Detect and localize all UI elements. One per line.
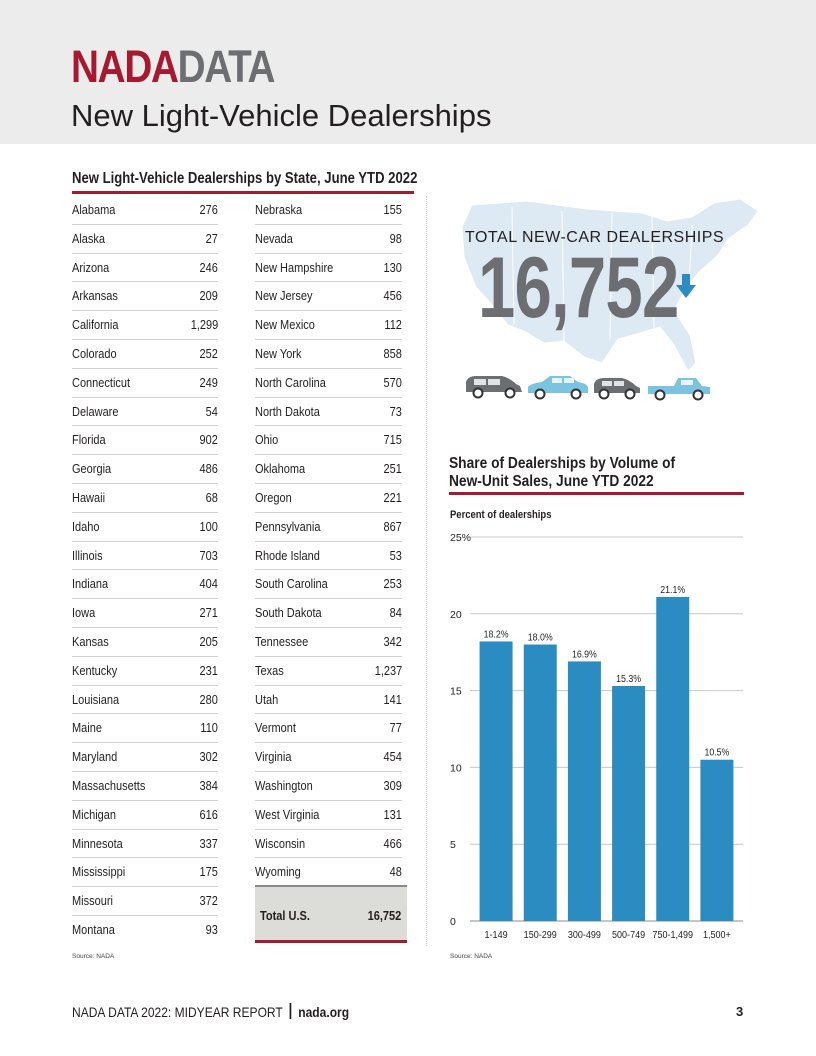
down-arrow-icon xyxy=(676,274,696,300)
state-name: Mississippi xyxy=(72,865,126,880)
footer-site-link[interactable]: nada.org xyxy=(298,1004,350,1020)
state-count: 251 xyxy=(383,462,402,477)
state-name: Massachusetts xyxy=(72,778,146,793)
state-name: Colorado xyxy=(72,346,117,361)
state-count: 1,299 xyxy=(190,318,218,333)
state-count: 84 xyxy=(389,606,402,621)
brand-logo-nada: NADA xyxy=(71,41,178,92)
table-row xyxy=(72,282,218,311)
state-count: 703 xyxy=(199,548,218,563)
state-count: 253 xyxy=(383,577,402,592)
state-count: 466 xyxy=(383,836,402,851)
table-row xyxy=(255,772,402,801)
state-name: Montana xyxy=(72,922,115,937)
state-name: Minnesota xyxy=(72,836,123,851)
table-row xyxy=(255,282,402,311)
state-count: 205 xyxy=(199,634,218,649)
state-count: 486 xyxy=(199,462,218,477)
table-row xyxy=(72,311,218,340)
bar-chart xyxy=(440,525,750,950)
table-row xyxy=(72,398,218,427)
state-name: North Dakota xyxy=(255,404,320,419)
state-count: 570 xyxy=(383,375,402,390)
table-row xyxy=(72,916,218,945)
state-name: Oregon xyxy=(255,490,292,505)
table-row xyxy=(72,801,218,830)
state-count: 231 xyxy=(199,663,218,678)
table-row xyxy=(255,858,402,887)
state-name: Nevada xyxy=(255,231,293,246)
bar xyxy=(700,760,733,921)
state-count: 175 xyxy=(199,865,218,880)
state-count: 209 xyxy=(199,289,218,304)
table-row xyxy=(255,484,402,513)
state-name: Florida xyxy=(72,433,106,448)
pickup-blue-icon xyxy=(648,378,710,400)
table-row xyxy=(72,772,218,801)
x-tick-label: 150-299 xyxy=(523,929,557,942)
state-count: 276 xyxy=(199,203,218,217)
data-label: 10.5% xyxy=(704,746,730,758)
total-label: Total U.S. xyxy=(260,909,310,923)
table-row xyxy=(72,340,218,369)
state-count: 454 xyxy=(383,750,402,765)
state-count: 130 xyxy=(383,260,402,275)
state-count: 867 xyxy=(383,519,402,534)
state-count: 302 xyxy=(199,750,218,765)
state-count: 112 xyxy=(384,318,402,333)
state-name: Arizona xyxy=(72,260,110,275)
state-count: 858 xyxy=(383,346,402,361)
state-name: Wisconsin xyxy=(255,836,306,851)
table-row xyxy=(72,513,218,542)
state-name: North Carolina xyxy=(255,375,326,390)
state-count: 48 xyxy=(389,865,402,880)
total-row xyxy=(255,885,407,943)
state-name: Rhode Island xyxy=(255,548,320,563)
data-label: 16.9% xyxy=(571,647,597,660)
state-name: Alabama xyxy=(72,203,116,217)
table-row xyxy=(255,369,402,398)
table-row xyxy=(255,455,402,484)
table-row xyxy=(255,398,402,427)
bar xyxy=(612,686,645,921)
state-name: South Dakota xyxy=(255,606,322,621)
table-row xyxy=(72,887,218,916)
state-name: Washington xyxy=(255,778,313,793)
table-row xyxy=(72,570,218,599)
state-name: Maryland xyxy=(72,750,118,765)
state-name: Alaska xyxy=(72,231,106,246)
table-title: New Light-Vehicle Dealerships by State, June YTD 2022 xyxy=(72,170,418,187)
y-tick-label: 25% xyxy=(450,532,472,544)
state-name: West Virginia xyxy=(255,807,320,822)
table-row xyxy=(255,830,402,859)
state-name: Texas xyxy=(255,663,284,678)
state-name: Maine xyxy=(72,721,102,736)
state-count: 27 xyxy=(205,231,218,246)
state-count: 456 xyxy=(383,289,402,304)
table-row xyxy=(72,628,218,657)
sedan-blue-icon xyxy=(528,376,588,399)
bar xyxy=(568,661,601,921)
table-row xyxy=(72,484,218,513)
hatchback-gray-icon xyxy=(594,378,640,399)
state-count: 249 xyxy=(199,375,218,390)
table-row xyxy=(255,254,402,283)
state-count: 131 xyxy=(383,807,402,822)
table-row xyxy=(255,743,402,772)
state-name: Iowa xyxy=(72,606,96,621)
state-name: New Jersey xyxy=(255,289,313,304)
data-label: 18.0% xyxy=(527,630,553,643)
data-label: 21.1% xyxy=(660,583,686,596)
table-row xyxy=(255,686,402,715)
table-row xyxy=(72,830,218,859)
state-name: Kentucky xyxy=(72,663,118,678)
brand-logo-data: DATA xyxy=(177,41,275,92)
y-tick-label: 5 xyxy=(450,839,456,852)
state-count: 342 xyxy=(383,634,402,649)
column-divider xyxy=(426,196,427,946)
state-name: New Hampshire xyxy=(255,260,334,275)
state-name: Oklahoma xyxy=(255,462,306,477)
total-dealerships-value: 16,752 xyxy=(478,240,679,336)
table-row xyxy=(72,254,218,283)
table-row xyxy=(72,455,218,484)
chart-y-label: Percent of dealerships xyxy=(450,509,552,521)
table-row xyxy=(255,628,402,657)
state-count: 902 xyxy=(199,433,218,448)
bar xyxy=(656,597,689,921)
footer-report-title: NADA DATA 2022: MIDYEAR REPORT xyxy=(72,1004,283,1020)
table-row xyxy=(255,570,402,599)
state-count: 1,237 xyxy=(374,663,402,678)
x-tick-label: 300-499 xyxy=(567,929,601,942)
chart-title: Share of Dealerships by Volume of New-Unit Sales, June YTD 2022 xyxy=(449,455,676,490)
table-source: Source: NADA xyxy=(72,953,115,960)
table-row xyxy=(255,225,402,254)
state-name: Pennsylvania xyxy=(255,519,321,534)
state-count: 68 xyxy=(205,490,218,505)
state-count: 404 xyxy=(199,577,218,592)
state-name: New Mexico xyxy=(255,318,315,333)
state-count: 337 xyxy=(199,836,218,851)
state-name: Georgia xyxy=(72,462,112,477)
page-title: New Light-Vehicle Dealerships xyxy=(71,98,492,133)
state-name: Louisiana xyxy=(72,692,120,707)
x-tick-label: 1,500+ xyxy=(702,929,731,942)
footer xyxy=(72,1003,349,1020)
state-count: 252 xyxy=(199,346,218,361)
table-row xyxy=(72,599,218,628)
state-count: 100 xyxy=(199,519,218,534)
state-name: California xyxy=(72,318,119,333)
state-name: Delaware xyxy=(72,404,119,419)
x-tick-label: 1-149 xyxy=(484,929,508,942)
table-row xyxy=(255,714,402,743)
table-row xyxy=(72,657,218,686)
state-count: 54 xyxy=(205,404,218,419)
state-name: Illinois xyxy=(72,548,103,563)
state-count: 271 xyxy=(199,606,218,621)
bar xyxy=(524,645,557,921)
page-number: 3 xyxy=(736,1004,744,1019)
table-row xyxy=(255,513,402,542)
table-row xyxy=(72,743,218,772)
table-row xyxy=(72,196,218,225)
table-row xyxy=(255,426,402,455)
footer-separator xyxy=(290,1003,292,1019)
table-row xyxy=(72,369,218,398)
state-count: 309 xyxy=(383,778,402,793)
state-count: 77 xyxy=(389,721,402,736)
car-icons-row xyxy=(462,370,718,402)
table-row xyxy=(255,657,402,686)
state-count: 110 xyxy=(200,721,218,736)
chart-source: Source: NADA xyxy=(450,953,493,960)
x-tick-label: 500-749 xyxy=(612,929,646,942)
state-name: Missouri xyxy=(72,894,113,909)
state-column-left xyxy=(72,196,218,945)
state-name: Vermont xyxy=(255,721,296,736)
y-tick-label: 20 xyxy=(450,608,462,621)
state-count: 141 xyxy=(383,692,402,707)
table-row xyxy=(255,801,402,830)
state-name: Virginia xyxy=(255,750,292,765)
state-count: 73 xyxy=(389,404,402,419)
state-name: Indiana xyxy=(72,577,109,592)
state-name: Idaho xyxy=(72,519,100,534)
x-tick-label: 750-1,499 xyxy=(652,929,694,942)
state-name: Connecticut xyxy=(72,375,131,390)
state-count: 98 xyxy=(389,231,402,246)
total-dealerships-label: TOTAL NEW-CAR DEALERSHIPS xyxy=(465,229,725,246)
table-row xyxy=(255,340,402,369)
state-count: 616 xyxy=(199,807,218,822)
table-row xyxy=(72,858,218,887)
state-name: Michigan xyxy=(72,807,117,822)
y-tick-label: 10 xyxy=(450,762,462,775)
table-row xyxy=(72,426,218,455)
state-count: 246 xyxy=(199,260,218,275)
state-name: Nebraska xyxy=(255,203,303,217)
state-count: 155 xyxy=(383,203,402,217)
table-row xyxy=(72,686,218,715)
state-name: Wyoming xyxy=(255,865,301,880)
state-count: 221 xyxy=(383,490,402,505)
table-row xyxy=(255,311,402,340)
bar xyxy=(480,641,513,921)
state-name: New York xyxy=(255,346,302,361)
state-count: 372 xyxy=(199,894,218,909)
state-name: Tennessee xyxy=(255,634,309,649)
table-title-rule xyxy=(72,191,414,194)
brand-logo xyxy=(71,41,275,92)
state-count: 93 xyxy=(205,922,218,937)
data-label: 18.2% xyxy=(483,627,509,640)
state-name: South Carolina xyxy=(255,577,328,592)
table-row xyxy=(72,714,218,743)
state-name: Utah xyxy=(255,692,279,707)
state-count: 715 xyxy=(383,433,402,448)
y-tick-label: 15 xyxy=(450,685,462,698)
table-row xyxy=(72,542,218,571)
state-name: Hawaii xyxy=(72,490,106,505)
table-row xyxy=(255,542,402,571)
suv-gray-icon xyxy=(466,376,522,398)
total-value: 16,752 xyxy=(367,909,401,923)
state-name: Ohio xyxy=(255,433,279,448)
table-row xyxy=(255,599,402,628)
y-tick-label: 0 xyxy=(450,916,456,928)
data-label: 15.3% xyxy=(616,672,642,685)
state-column-right xyxy=(255,196,402,887)
state-name: Kansas xyxy=(72,634,109,649)
state-count: 280 xyxy=(199,692,218,707)
table-row xyxy=(255,196,402,225)
state-count: 53 xyxy=(389,548,402,563)
chart-title-rule xyxy=(449,492,744,495)
state-count: 384 xyxy=(199,778,218,793)
state-name: Arkansas xyxy=(72,289,118,304)
table-row xyxy=(72,225,218,254)
